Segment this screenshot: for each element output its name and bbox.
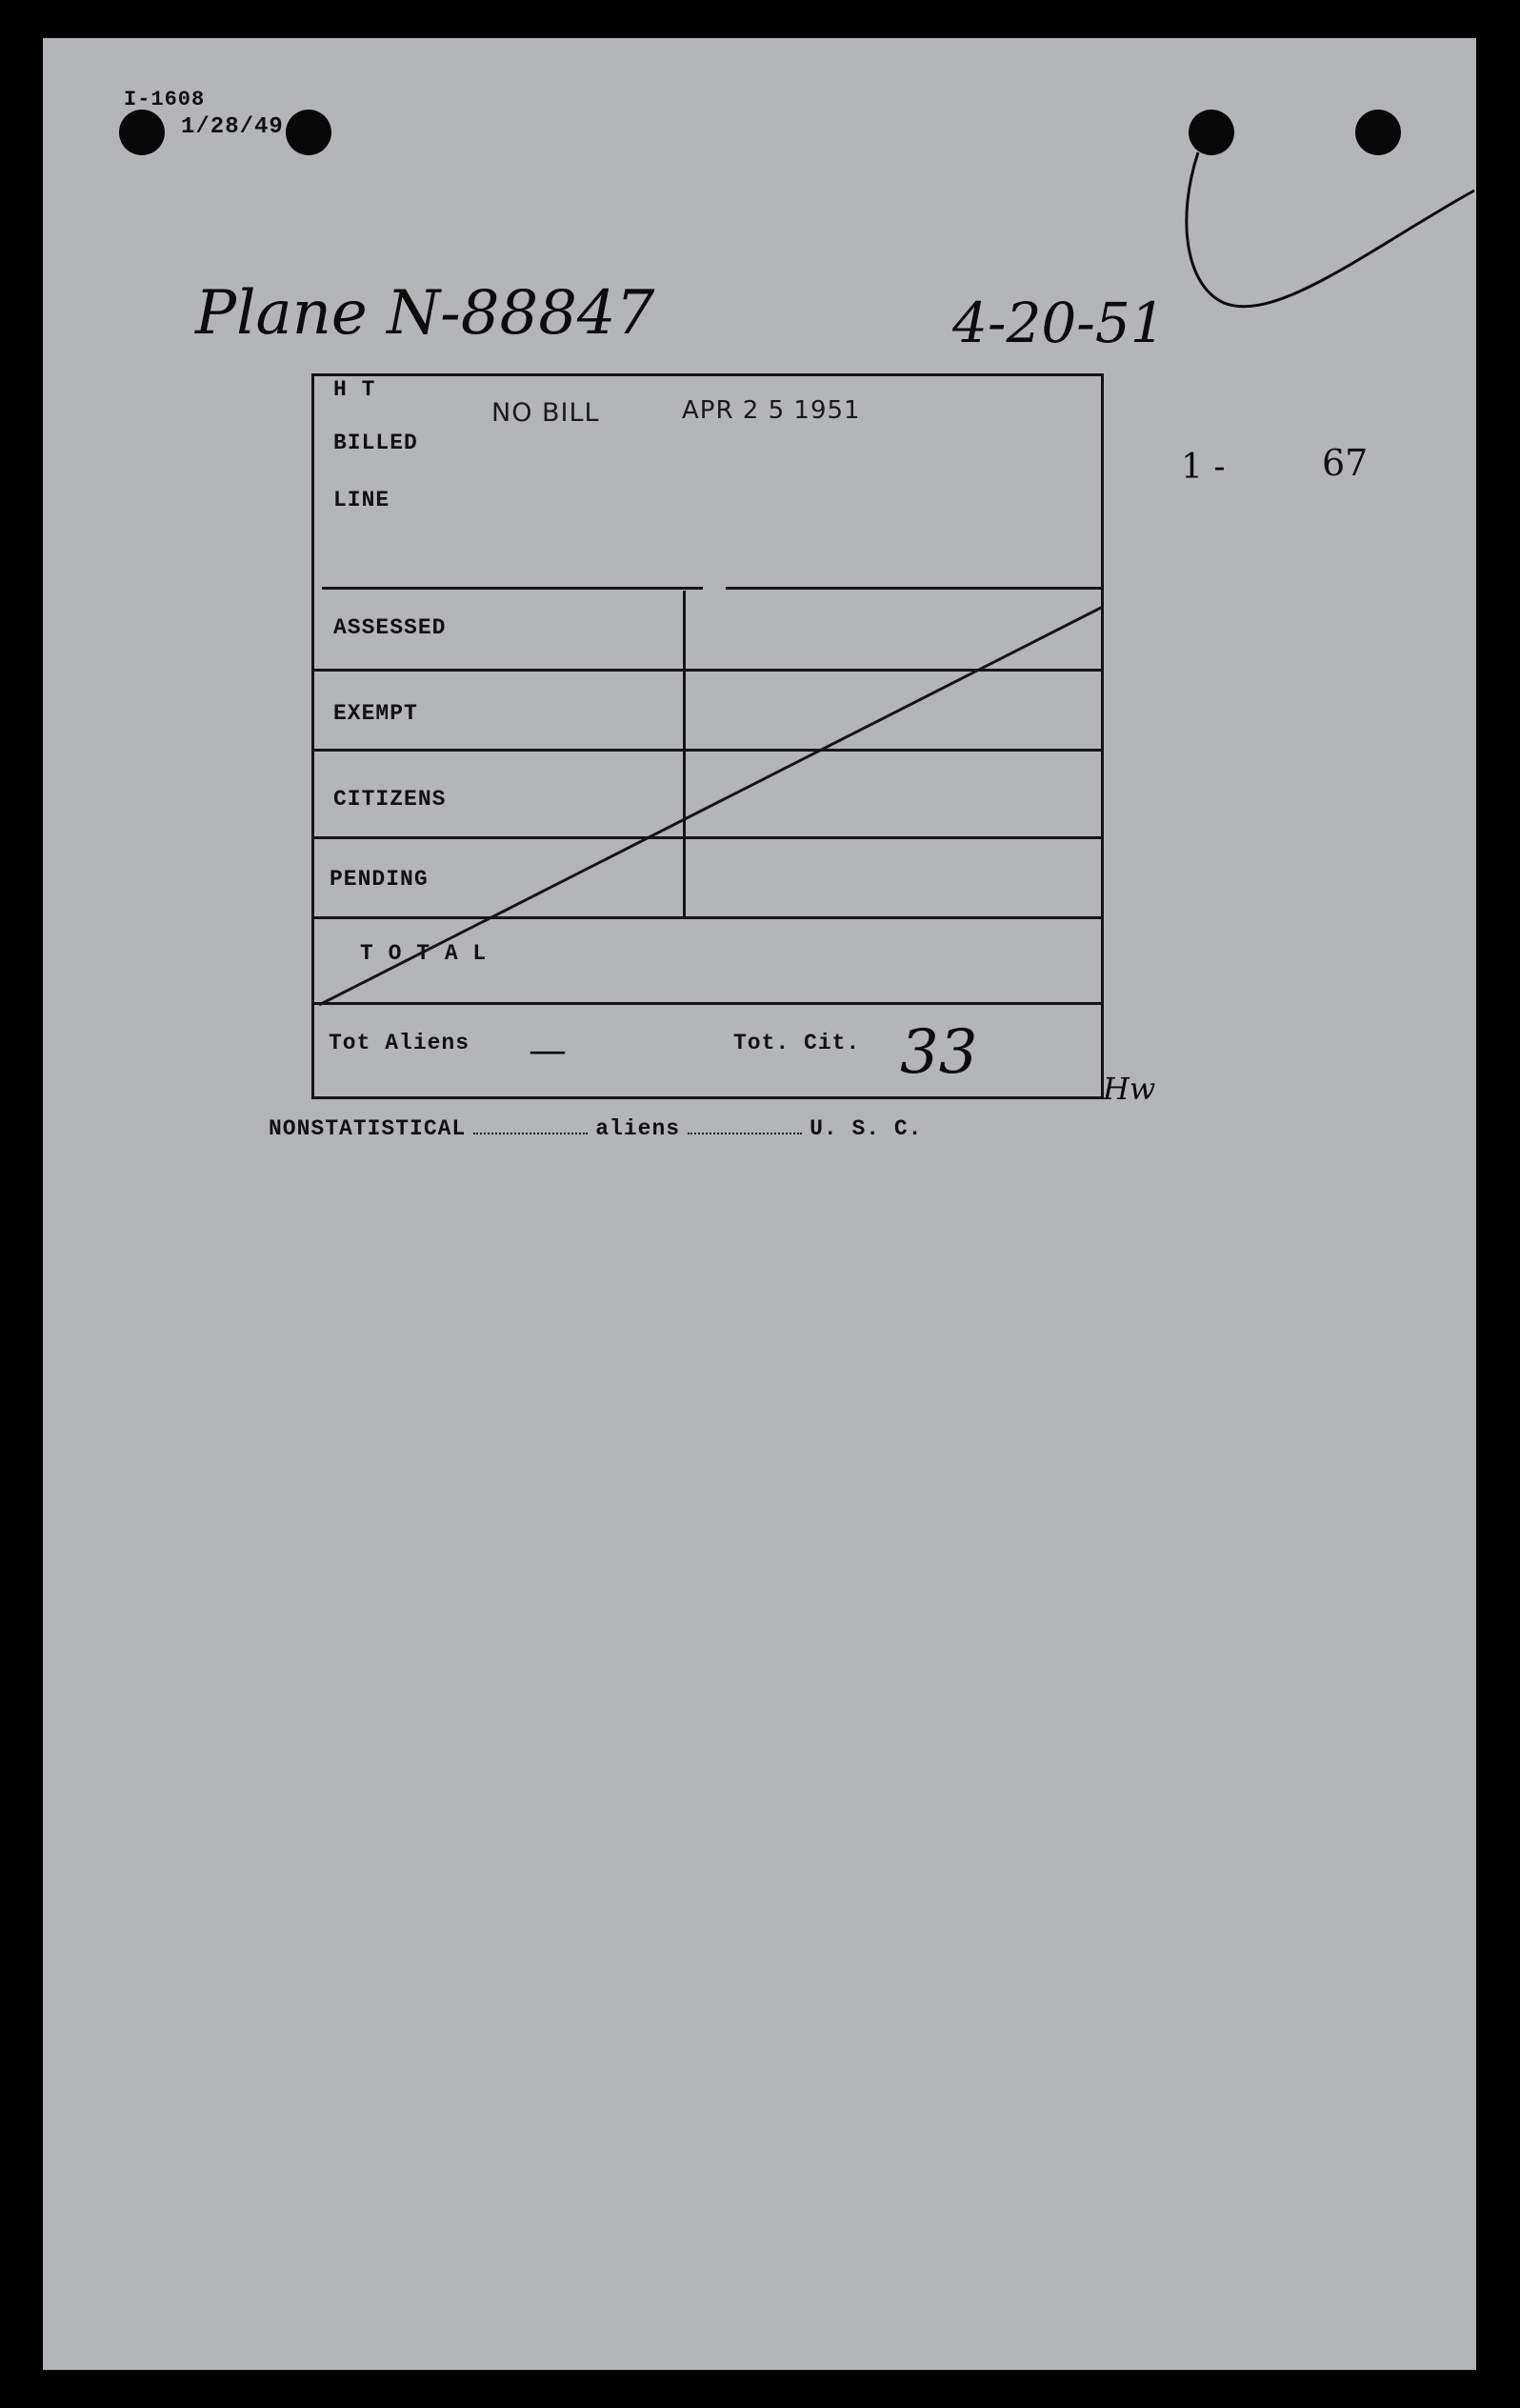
label-pending: PENDING bbox=[330, 867, 429, 892]
initials: Hw bbox=[1103, 1071, 1156, 1107]
table-right-border bbox=[1101, 373, 1104, 1099]
aliens-label: aliens bbox=[595, 1116, 681, 1141]
label-exempt: EXEMPT bbox=[333, 701, 418, 726]
side-number-prefix: 1 - bbox=[1181, 448, 1226, 487]
label-total: T O T A L bbox=[360, 941, 488, 966]
form-date: 1/28/49 bbox=[181, 114, 284, 140]
no-bill-stamp: NO BILL bbox=[491, 398, 600, 428]
label-tot-aliens: Tot Aliens bbox=[329, 1031, 470, 1055]
row-separator bbox=[311, 836, 1104, 839]
label-citizens: CITIZENS bbox=[333, 787, 447, 812]
label-billed: BILLED bbox=[333, 431, 418, 455]
value-tot-aliens: — bbox=[529, 1029, 567, 1073]
usc-label: U. S. C. bbox=[810, 1116, 923, 1141]
nonstatistical-line bbox=[269, 1116, 922, 1141]
label-assessed: ASSESSED bbox=[333, 615, 447, 640]
nonstatistical-blank bbox=[473, 1133, 588, 1134]
table-top-border bbox=[311, 373, 1104, 376]
value-tot-cit: 33 bbox=[900, 1017, 978, 1088]
row-separator bbox=[311, 669, 1104, 672]
side-number: 67 bbox=[1322, 442, 1369, 484]
table-left-border bbox=[311, 373, 314, 1099]
row-separator bbox=[311, 749, 1104, 752]
label-tot-cit: Tot. Cit. bbox=[733, 1031, 861, 1055]
handwritten-date: 4-20-51 bbox=[952, 291, 1166, 355]
column-divider bbox=[683, 591, 686, 916]
row-separator bbox=[311, 1002, 1104, 1005]
label-line: LINE bbox=[333, 488, 390, 512]
aliens-blank bbox=[688, 1133, 802, 1134]
row-separator bbox=[322, 587, 703, 590]
row-separator bbox=[311, 916, 1104, 919]
date-stamp: APR 2 5 1951 bbox=[682, 396, 861, 425]
row-separator bbox=[726, 587, 1101, 590]
plane-number: Plane N-88847 bbox=[195, 278, 655, 349]
table-bottom-border bbox=[311, 1096, 1104, 1099]
form-number: I-1608 bbox=[124, 88, 206, 111]
nonstatistical-label: NONSTATISTICAL bbox=[269, 1116, 467, 1141]
label-ht: H T bbox=[333, 377, 376, 402]
